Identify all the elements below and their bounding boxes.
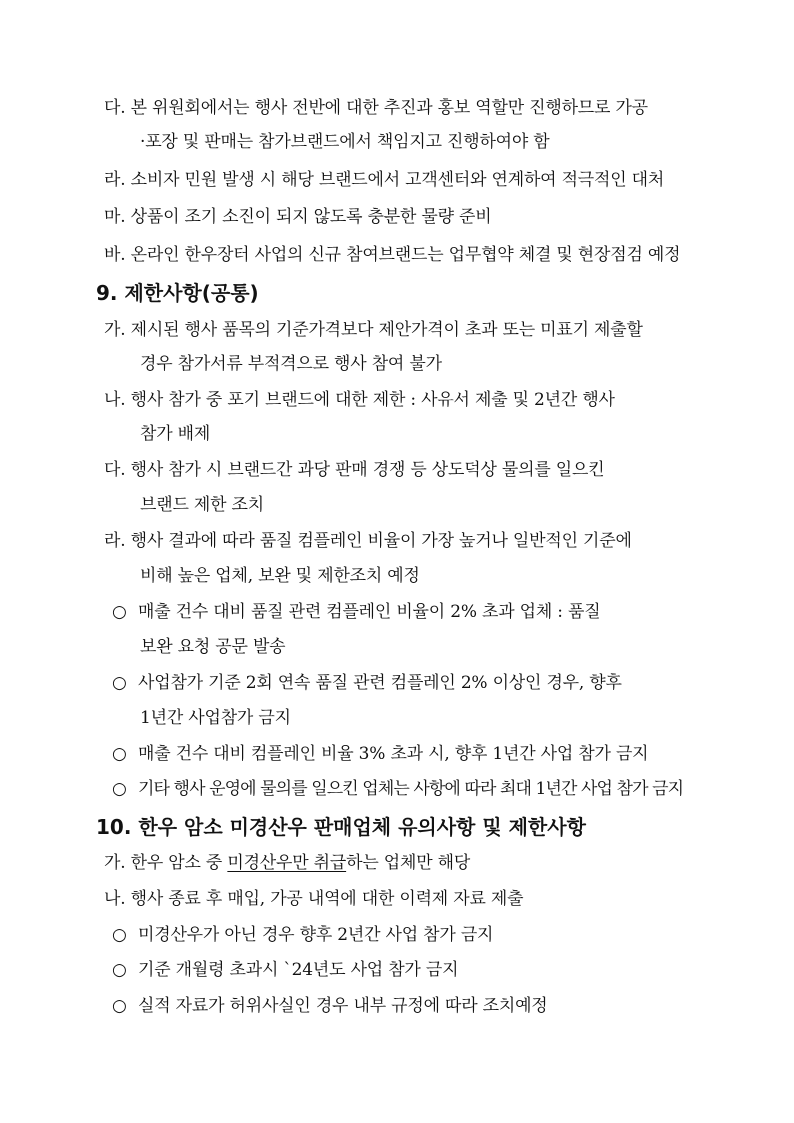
s9-bullet-4 — [112, 777, 683, 801]
bullet-circle-icon: ○ — [112, 925, 127, 945]
s10-item-ga-prefix: 가. 한우 암소 중 — [104, 853, 228, 873]
s9-item-ga: 가. 제시된 행사 품목의 기준가격보다 제안가격이 초과 또는 미표기 제출할 — [104, 320, 643, 340]
s9-item-da-continued: 브랜드 제한 조치 — [140, 495, 264, 515]
s10-bullet-1-text: 미경산우가 아닌 경우 향후 2년간 사업 참가 금지 — [138, 925, 494, 945]
bullet-circle-icon: ○ — [112, 960, 127, 980]
s9-item-da: 다. 행사 참가 시 브랜드간 과당 판매 경쟁 등 상도덕상 물의를 일으킨 — [104, 460, 605, 480]
item-ba: 바. 온라인 한우장터 사업의 신규 참여브랜드는 업무협약 체결 및 현장점검 예정 — [104, 245, 681, 265]
s9-bullet-2-continued: 1년간 사업참가 금지 — [140, 708, 291, 728]
s9-bullet-1-text: 매출 건수 대비 품질 관련 컴플레인 비율이 2% 초과 업체 : 품질 — [138, 602, 601, 622]
s9-bullet-2-text: 사업참가 기준 2회 연속 품질 관련 컴플레인 2% 이상인 경우, 향후 — [138, 673, 622, 693]
s9-bullet-3 — [112, 742, 648, 766]
bullet-circle-icon: ○ — [112, 673, 127, 693]
s9-bullet-1 — [112, 600, 600, 624]
s10-item-ga-suffix: 하는 업체만 해당 — [346, 853, 471, 873]
s10-bullet-3-text: 실적 자료가 허위사실인 경우 내부 규정에 따라 조치예정 — [138, 996, 548, 1016]
s9-item-ra-continued: 비해 높은 업체, 보완 및 제한조치 예정 — [140, 566, 420, 586]
s10-item-ga — [104, 851, 470, 875]
bullet-circle-icon: ○ — [112, 996, 127, 1016]
s10-bullet-2 — [112, 958, 458, 982]
s10-item-ga-underlined: 미경산우만 취급 — [227, 853, 347, 873]
item-ra: 라. 소비자 민원 발생 시 해당 브랜드에서 고객센터와 연계하여 적극적인 대처 — [104, 170, 665, 190]
item-ma: 마. 상품이 조기 소진이 되지 않도록 충분한 물량 준비 — [104, 207, 492, 227]
section-10-title: 10. 한우 암소 미경산우 판매업체 유의사항 및 제한사항 — [96, 815, 586, 839]
section-9-title: 9. 제한사항(공통) — [96, 281, 259, 305]
s9-bullet-1-continued: 보완 요청 공문 발송 — [140, 637, 286, 657]
s9-item-na: 나. 행사 참가 중 포기 브랜드에 대한 제한 : 사유서 제출 및 2년간 행사 — [104, 390, 615, 410]
item-da-continued: ·포장 및 판매는 참가브랜드에서 책임지고 진행하여야 함 — [140, 132, 550, 152]
s9-bullet-2 — [112, 671, 622, 695]
s10-item-na: 나. 행사 종료 후 매입, 가공 내역에 대한 이력제 자료 제출 — [104, 889, 524, 909]
bullet-circle-icon: ○ — [112, 602, 127, 622]
s9-item-ra: 라. 행사 결과에 따라 품질 컴플레인 비율이 가장 높거나 일반적인 기준에 — [104, 531, 632, 551]
s9-item-ga-continued: 경우 참가서류 부적격으로 행사 참여 불가 — [140, 354, 442, 374]
s10-bullet-3 — [112, 994, 548, 1018]
s9-bullet-3-text: 매출 건수 대비 컴플레인 비율 3% 초과 시, 향후 1년간 사업 참가 금지 — [138, 744, 649, 764]
bullet-circle-icon: ○ — [112, 779, 126, 799]
s10-bullet-2-text: 기준 개월령 초과시 `24년도 사업 참가 금지 — [138, 960, 459, 980]
bullet-circle-icon: ○ — [112, 744, 127, 764]
item-da: 다. 본 위원회에서는 행사 전반에 대한 추진과 홍보 역할만 진행하므로 가공 — [104, 98, 648, 118]
s10-bullet-1 — [112, 923, 493, 947]
s9-item-na-continued: 참가 배제 — [140, 424, 211, 444]
s9-bullet-4-text: 기타 행사 운영에 물의를 일으킨 업체는 사항에 따라 최대 1년간 사업 참가 금지 — [138, 779, 684, 799]
